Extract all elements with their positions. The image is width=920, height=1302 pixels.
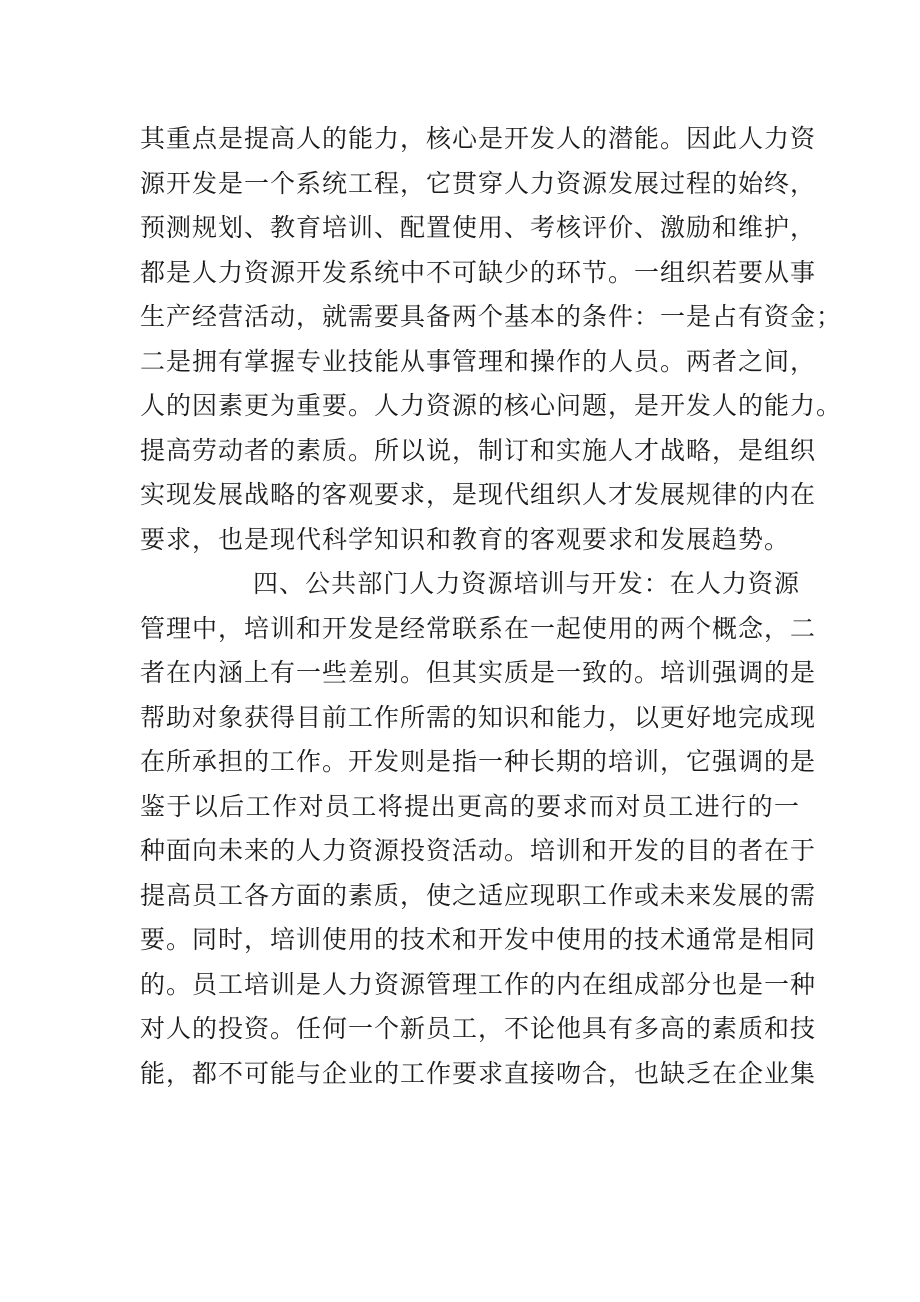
text-line: 源开发是一个系统工程，它贯穿人力资源发展过程的始终，: [140, 168, 817, 198]
text-line: 种面向未来的人力资源投资活动。培训和开发的目的者在于: [140, 836, 817, 865]
text-line: 提高员工各方面的素质，使之适应现职工作或未来发展的需: [140, 880, 817, 910]
text-line: 要求，也是现代科学知识和教育的客观要求和发展趋势。: [140, 524, 791, 554]
text-line: 都是人力资源开发系统中不可缺少的环节。一组织若要从事: [140, 257, 817, 287]
text-line: 在所承担的工作。开发则是指一种长期的培训，它强调的是: [140, 747, 817, 776]
text-line: 鉴于以后工作对员工将提出更高的要求而对员工进行的一: [140, 791, 800, 821]
text-line: 者在内涵上有一些差别。但其实质是一致的。培训强调的是: [140, 658, 817, 687]
text-line: 预测规划、教育培训、配置使用、考核评价、激励和维护，: [140, 213, 817, 242]
text-line: 能，都不可能与企业的工作要求直接吻合，也缺乏在企业集: [140, 1058, 817, 1088]
text-line: 对人的投资。任何一个新员工，不论他具有多高的素质和技: [140, 1014, 817, 1043]
body-text: [140, 117, 843, 1096]
text-line: 其重点是提高人的能力，核心是开发人的潜能。因此人力资: [140, 124, 817, 153]
text-line: 帮助对象获得目前工作所需的知识和能力，以更好地完成现: [140, 702, 817, 732]
section-heading-line: 四、公共部门人力资源培训与开发：在人力资源: [253, 569, 800, 598]
text-line: 人的因素更为重要。人力资源的核心问题，是开发人的能力。: [140, 391, 843, 420]
text-line: 的。员工培训是人力资源管理工作的内在组成部分也是一种: [140, 969, 817, 999]
text-line: 二是拥有掌握专业技能从事管理和操作的人员。两者之间，: [140, 346, 817, 376]
text-line: 生产经营活动，就需要具备两个基本的条件：一是占有资金；: [140, 302, 843, 331]
text-line: 要。同时，培训使用的技术和开发中使用的技术通常是相同: [140, 925, 817, 954]
text-line: 管理中，培训和开发是经常联系在一起使用的两个概念，二: [140, 613, 817, 643]
text-line: 实现发展战略的客观要求，是现代组织人才发展规律的内在: [140, 480, 817, 509]
text-line: 提高劳动者的素质。所以说，制订和实施人才战略，是组织: [140, 435, 817, 465]
